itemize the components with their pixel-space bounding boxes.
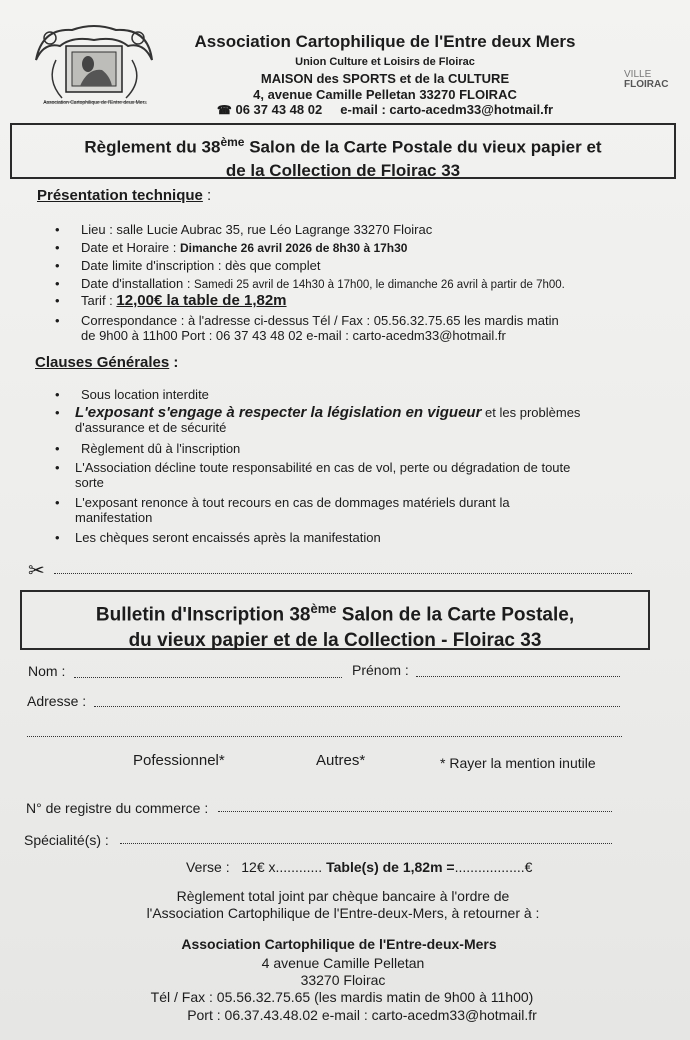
presentation-heading — [37, 187, 211, 205]
reglement-line1: Règlement total joint par chèque bancaire à l'ordre de — [176, 888, 510, 904]
verse-line — [186, 859, 532, 875]
ville-logo-word: VILLE — [624, 69, 652, 80]
renonce-line1: L'exposant renonce à tout recours en cas de dommages matériels durant la — [75, 495, 510, 510]
bulletin-title-sup: ème — [310, 601, 337, 616]
specialite-label: Spécialité(s) : — [24, 832, 109, 848]
total-field[interactable]: .................. — [454, 859, 525, 875]
list-item: • Les chèques seront encaissés après la manifestation — [55, 530, 655, 545]
euro-sign: € — [524, 859, 533, 875]
reglement-line2: l'Association Cartophilique de l'Entre-deux-Mers, à retourner à : — [146, 905, 540, 921]
ville-logo-name: FLOIRAC — [624, 79, 669, 90]
verse-price: 12€ x — [241, 859, 276, 875]
reglement-title-line1 — [12, 131, 674, 159]
exposant-bold-text: L'exposant s'engage à respecter la législation en vigueur — [75, 404, 482, 421]
asso-line1: L'Association décline toute responsabilité en cas de vol, perte ou dégradation de toute — [75, 460, 571, 475]
reglement-title-box — [10, 123, 676, 179]
list-item: • Date limite d'inscription : dès que complet — [55, 258, 655, 273]
prenom-label: Prénom : — [352, 662, 409, 678]
prenom-field[interactable] — [416, 676, 620, 677]
list-item: • Date et Horaire : Dimanche 26 avril 2026 de 8h30 à 17h30 — [55, 240, 408, 255]
list-item: • Date d'installation : Samedi 25 avril de 14h30 à 17h00, le dimanche 26 avril à partir de 7h00. — [55, 276, 565, 291]
reglement-title-line2: de la Collection de Floirac 33 — [225, 160, 461, 180]
header-phone: 06 37 43 48 02 — [235, 102, 323, 117]
clauses-heading-text: Clauses Générales — [35, 354, 170, 371]
bulletin-title-line1 — [22, 596, 648, 628]
list-item: • Correspondance : à l'adresse ci-dessus Tél / Fax : 05.56.32.75.65 les mardis matin de 9h00 à 11h00 Port : 06 37 43 48 02 e-mail : carto-acedm33@hotmail.fr — [55, 313, 559, 343]
verse-label: Verse : — [186, 859, 230, 875]
reglement-title-sup: ème — [220, 135, 245, 149]
bulletin-title-post: Salon de la Carte Postale, — [336, 604, 575, 626]
clauses-heading — [35, 354, 178, 372]
adresse-label: Adresse : — [27, 693, 87, 709]
nom-field[interactable] — [74, 677, 342, 678]
list-item: • L'exposant renonce à tout recours en cas de dommages matériels durant la manifestation — [55, 495, 510, 525]
list-item: • Tarif : 12,00€ la table de 1,82m — [55, 292, 287, 309]
registre-field[interactable] — [218, 811, 612, 812]
reglement-text: Règlement dû à l'inscription — [81, 441, 241, 456]
adresse-field[interactable] — [94, 706, 620, 707]
footer-tel: Tél / Fax : 05.56.32.75.65 (les mardis matin de 9h00 à 11h00) — [150, 989, 534, 1005]
footer-port: Port : 06.37.43.48.02 e-mail : carto-acedm33@hotmail.fr — [187, 1007, 537, 1023]
header-email[interactable]: carto-acedm33@hotmail.fr — [389, 102, 554, 117]
verse-quantity-field[interactable]: ............ — [275, 859, 323, 875]
renonce-line2: manifestation — [75, 510, 153, 525]
list-item: • L'exposant s'engage à respecter la législation en vigueur et les problèmes d'assurance et de sécurité — [55, 404, 581, 435]
adresse-field-line2[interactable] — [27, 736, 622, 737]
nom-label: Nom : — [28, 663, 66, 679]
logo-illustration-icon — [32, 20, 156, 110]
footer-street: 4 avenue Camille Pelletan — [261, 955, 425, 971]
corresp-line2: de 9h00 à 11h00 Port : 06 37 43 48 02 e-mail : carto-acedm33@hotmail.fr — [81, 328, 506, 343]
tarif-value: 12,00€ la table de 1,82m — [116, 292, 287, 309]
limite-text: Date limite d'inscription : dès que complet — [81, 258, 321, 273]
reglement-title-post: Salon de la Carte Postale du vieux papier et — [244, 137, 602, 157]
header-email-label: e-mail : — [340, 102, 386, 117]
professionnel-option[interactable]: Pofessionnel* — [133, 752, 225, 769]
date-label: Date et Horaire : — [81, 240, 180, 255]
logo-caption: Association Cartophilique de l'Entre deux Mers — [43, 100, 147, 106]
tables-label: Table(s) de 1,82m = — [326, 859, 455, 875]
list-item: • L'Association décline toute responsabilité en cas de vol, perte ou dégradation de toute sorte — [55, 460, 571, 490]
clauses-heading-colon: : — [169, 354, 179, 371]
tarif-label: Tarif : — [81, 293, 117, 308]
ville-floirac-logo — [624, 70, 684, 90]
corresp-line1: Correspondance : à l'adresse ci-dessus Tél / Fax : 05.56.32.75.65 les mardis matin — [81, 313, 559, 328]
sous-location-text: Sous location interdite — [81, 387, 209, 402]
association-logo — [32, 20, 156, 110]
specialite-field[interactable] — [120, 843, 612, 844]
rayer-note: * Rayer la mention inutile — [440, 755, 596, 771]
scissors-icon: ✂ — [28, 560, 45, 582]
lieu-text: Lieu : salle Lucie Aubrac 35, rue Léo Lagrange 33270 Floirac — [81, 222, 433, 237]
list-item: • Lieu : salle Lucie Aubrac 35, rue Léo Lagrange 33270 Floirac — [55, 222, 655, 237]
list-item: • Règlement dû à l'inscription — [55, 441, 655, 456]
reglement-title-pre: Règlement du 38 — [84, 137, 221, 157]
install-label: Date d'installation : — [81, 276, 195, 291]
footer-city: 33270 Floirac — [300, 972, 386, 988]
asso-line2: sorte — [75, 475, 104, 490]
bulletin-title-pre: Bulletin d'Inscription 38 — [95, 604, 311, 626]
header-contact — [165, 102, 605, 117]
bulletin-title-line2: du vieux papier et de la Collection - Floirac 33 — [128, 630, 542, 652]
list-item: • Sous location interdite — [55, 387, 655, 402]
date-value: Dimanche 26 avril 2026 de 8h30 à 17h30 — [180, 241, 408, 255]
association-name: Association Cartophilique de l'Entre deux Mers — [194, 32, 576, 51]
presentation-heading-colon: : — [202, 187, 212, 204]
presentation-heading-text: Présentation technique — [37, 187, 203, 204]
autres-option[interactable]: Autres* — [316, 752, 366, 769]
cut-line — [54, 573, 632, 574]
footer-asso-name: Association Cartophilique de l'Entre-deux-Mers — [181, 936, 497, 952]
maison-name: MAISON des SPORTS et de la CULTURE — [260, 71, 510, 86]
install-value: Samedi 25 avril de 14h30 à 17h00, le dimanche 26 avril à partir de 7h00. — [194, 279, 565, 291]
exposant-line2: d'assurance et de sécurité — [75, 420, 227, 435]
telephone-icon: ☎ — [216, 103, 232, 117]
union-name: Union Culture et Loisirs de Floirac — [295, 56, 475, 68]
bulletin-title-box — [20, 590, 650, 650]
exposant-rest-text: et les problèmes — [481, 405, 581, 420]
cheques-text: Les chèques seront encaissés après la manifestation — [75, 530, 381, 545]
registre-label: N° de registre du commerce : — [26, 800, 209, 816]
header-address: 4, avenue Camille Pelletan 33270 FLOIRAC — [253, 87, 517, 102]
